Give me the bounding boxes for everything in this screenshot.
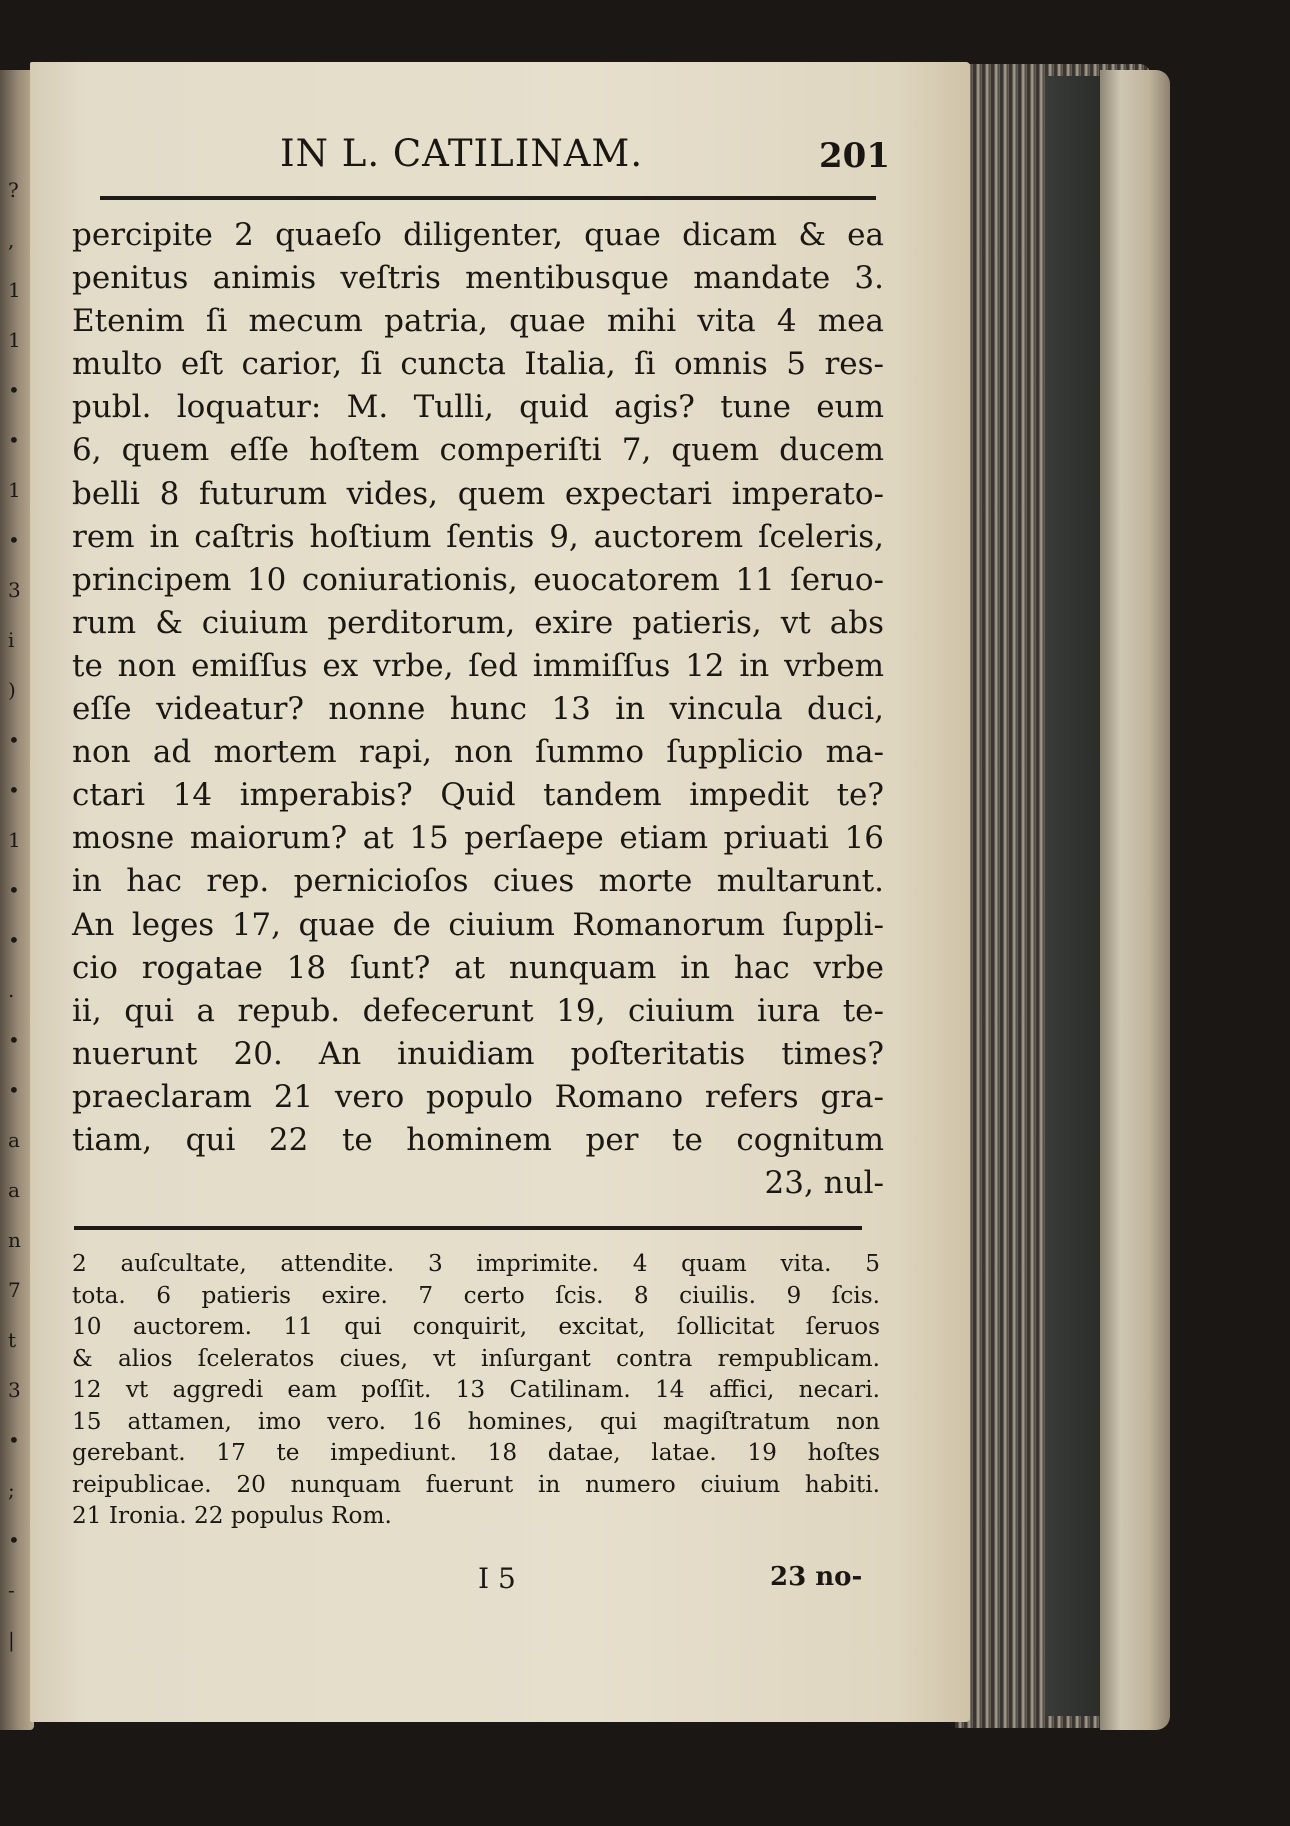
facing-page-letter: 1 [8,278,21,302]
facing-page-letter: ) [8,678,16,702]
facing-page-letter: • [8,878,20,902]
text-line: percipite 2 quaeſo diligenter, quae dicam & ea [72,217,884,253]
facing-page-letter: ; [8,1478,15,1502]
text-line: non ad mortem rapi, non ſummo ſupplicio ma- [72,734,884,771]
facing-page-letter: • [8,378,20,402]
text-line: tiam, qui 22 te hominem per te cognitum [72,1121,884,1158]
footnote-line: 2 auſcultate, attendite. 3 imprimite. 4 quam vita. 5 [72,1250,880,1277]
footnote-line: gerebant. 17 te impediunt. 18 datae, latae. 19 hoſtes [72,1439,880,1466]
text-line: multo eſt carior, ſi cuncta Italia, ſi omnis 5 res- [72,346,884,383]
text-line: publ. loquatur: M. Tulli, quid agis? tune eum [72,389,884,426]
text-line: in hac rep. pernicioſos ciues morte multarunt. [72,863,884,900]
facing-page-letter: 1 [8,328,21,352]
book-cover-edge [1100,70,1170,1730]
facing-page-letter: | [8,1628,15,1652]
text-line: penitus animis veſtris mentibusque mandate 3. [72,260,884,297]
facing-page-letter: • [8,1428,20,1452]
footnote-line: & alios ſceleratos ciues, vt inſurgant contra rempublicam. [72,1344,880,1372]
text-line: nuerunt 20. An inuidiam poſteritatis times? [72,1035,884,1072]
facing-page-letter: • [8,1078,20,1102]
facing-page-letter: • [8,428,20,452]
text-line: ii, qui a repub. defecerunt 19, ciuium iura te- [72,992,884,1029]
facing-page-letter: • [8,928,20,952]
page-title: IN L. CATILINAM. [280,132,644,175]
facing-page-letter: n [8,1228,21,1252]
facing-page-letter: a [8,1128,20,1152]
facing-page-letter: 3 [8,578,21,602]
facing-page-letter: • [8,528,20,552]
text-line: mosne maiorum? at 15 perſaepe etiam priuati 16 [72,820,884,857]
footnote-rule [74,1226,862,1230]
facing-page-letter: 3 [8,1378,21,1402]
facing-page-letter: • [8,1528,20,1552]
text-line: ctari 14 imperabis? Quid tandem impedit te? [72,777,884,814]
text-line: rum & ciuium perditorum, exire patieris, vt abs [72,604,884,641]
signature-mark: I 5 [478,1562,516,1595]
facing-page-letter: 7 [8,1278,21,1302]
text-line: te non emiſſus ex vrbe, ſed immiſſus 12 in vrbem [72,647,884,684]
running-head [70,132,890,176]
facing-page-letter: • [8,728,20,752]
text-line: praeclaram 21 vero populo Romano refers gra- [72,1078,884,1115]
text-line: An leges 17, quae de ciuium Romanorum ſuppli- [72,906,884,943]
facing-page-letter: • [8,1028,20,1052]
facing-page-letter: a [8,1178,20,1202]
footnotes [72,1248,880,1532]
text-line: Etenim ſi mecum patria, quae mihi vita 4 mea [72,303,884,340]
footnote-line: reipublicae. 20 nunquam fuerunt in numero ciuium habiti. [72,1470,880,1498]
header-rule [100,196,876,200]
facing-page-letter: ? [8,178,19,202]
text-line: eſſe videatur? nonne hunc 13 in vincula duci, [72,691,884,728]
text-line: cio rogatae 18 ſunt? at nunquam in hac vrbe [72,949,884,986]
facing-page-letter: 1 [8,828,21,852]
text-line: principem 10 coniurationis, euocatorem 11 ſeruo- [72,561,884,598]
footnote-line: tota. 6 patieris exire. 7 certo ſcis. 8 ciuilis. 9 ſcis. [72,1281,880,1309]
facing-page-letter: - [8,1578,15,1602]
facing-page-letter: i [8,628,15,652]
facing-page-letter: 1 [8,478,21,502]
main-text [72,214,884,1205]
facing-page-letter: , [8,228,15,252]
facing-page-letter: t [8,1328,17,1352]
page-number: 201 [819,136,890,176]
footnote-line: 12 vt aggredi eam poſſit. 13 Catilinam. 14 affici, necari. [72,1376,880,1403]
text-line: 23, nul- [764,1165,884,1202]
catchword: 23 no- [770,1562,863,1592]
text-line: rem in caſtris hoſtium ſentis 9, auctorem ſceleris, [72,518,884,555]
footnote-line: 21 Ironia. 22 populus Rom. [72,1502,392,1529]
footnote-line: 10 auctorem. 11 qui conquirit, excitat, ſollicitat ſeruos [72,1313,880,1340]
text-line: 6, quem eſſe hoſtem comperiſti 7, quem ducem [72,432,884,469]
facing-page-letter: . [8,978,15,1002]
text-line: belli 8 futurum vides, quem expectari imperato- [72,475,884,512]
facing-page-edge [0,70,34,1730]
facing-page-letter: • [8,778,20,802]
footnote-line: 15 attamen, imo vero. 16 homines, qui magiſtratum non [72,1407,880,1435]
